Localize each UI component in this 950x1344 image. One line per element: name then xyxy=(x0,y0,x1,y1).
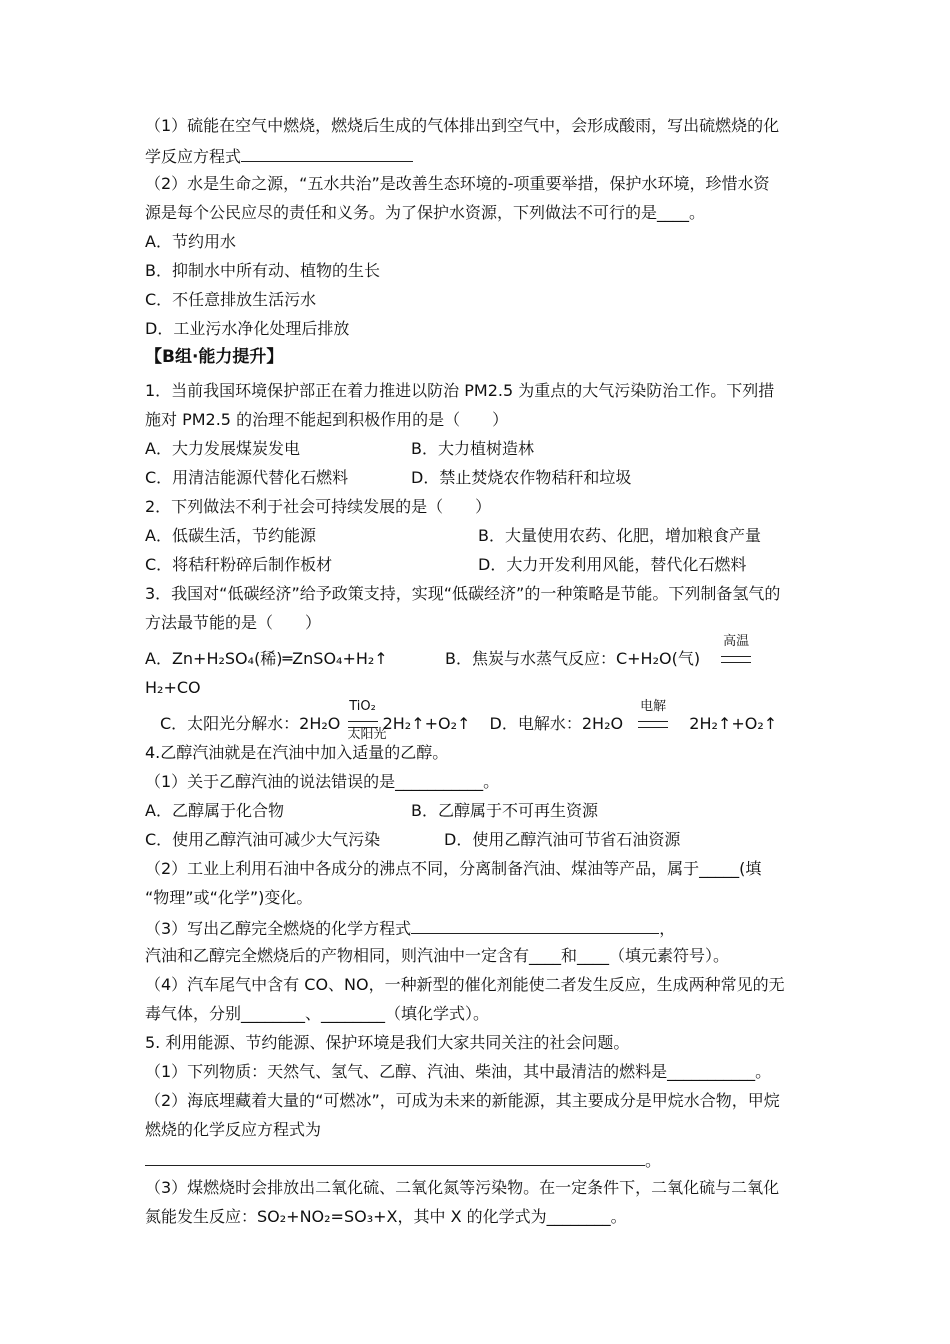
b-q4-option-c: C．使用乙醇汽油可减少大气污染 xyxy=(145,830,381,849)
b-q2-line1: 2．下列做法不利于社会可持续发展的是（ ） xyxy=(145,497,492,516)
b-q3-options-row1 xyxy=(145,634,750,669)
b-q5-sub3-line1: （3）煤燃烧时会排放出二氧化硫、二氧化氮等污染物。在一定条件下，二氧化硫与二氧化 xyxy=(145,1178,780,1197)
b-q5-sub2-end: 。 xyxy=(645,1151,662,1170)
a-option-a: A．节约用水 xyxy=(145,232,236,251)
b-q2-option-d: D．大力开发利用风能，替代化石燃料 xyxy=(478,555,747,574)
b-q4-sub2-line2: “物理”或“化学”)变化。 xyxy=(145,888,313,907)
b-q2-option-a: A．低碳生活，节约能源 xyxy=(145,526,316,545)
b-q4-sub2-line1: （2）工业上利用石油中各成分的沸点不同，分离制备汽油、煤油等产品，属于_____(填 xyxy=(145,859,762,878)
a-q1-line1: （1）硫能在空气中燃烧，燃烧后生成的气体排出到空气中，会形成酸雨，写出硫燃烧的化 xyxy=(145,116,780,135)
b-q3-option-c-product: 2H₂↑+O₂↑ xyxy=(382,714,471,733)
b-q2-options-row2 xyxy=(145,555,747,575)
condition-label: 电解 xyxy=(640,699,667,714)
reaction-condition xyxy=(347,699,387,742)
b-q4-sub1: （1）关于乙醇汽油的说法错误的是___________。 xyxy=(145,772,500,791)
b-q1-option-a: A．大力发展煤炭发电 xyxy=(145,439,300,458)
b-q1-option-d: D．禁止焚烧农作物秸秆和垃圾 xyxy=(411,468,632,487)
b-q3-options-row2 xyxy=(160,699,778,742)
b-q4-options-row2 xyxy=(145,830,681,850)
b-q1-option-b: B．大力植树造林 xyxy=(411,439,534,458)
b-q5-sub2-line2: 燃烧的化学反应方程式为 xyxy=(145,1120,322,1139)
b-q3-option-a: A．Zn+H₂SO₄(稀)═ZnSO₄+H₂↑ xyxy=(145,649,388,668)
b-q1-option-c: C．用清洁能源代替化石燃料 xyxy=(145,468,349,487)
answer-blank[interactable] xyxy=(241,145,413,162)
b-q4-sub4-line1: （4）汽车尾气中含有 CO、NO，一种新型的催化剂能使二者发生反应，生成两种常见的无 xyxy=(145,975,785,994)
b-q2-option-c: C．将秸秆粉碎后制作板材 xyxy=(145,555,333,574)
b-q3-option-b xyxy=(445,634,751,669)
b-q4-sub3-text: （3）写出乙醇完全燃烧的化学方程式 xyxy=(145,919,412,938)
b-q5-sub2-line1: （2）海底埋藏着大量的“可燃冰”，可成为未来的新能源，其主要成分是甲烷水合物，甲烷 xyxy=(145,1091,780,1110)
b-q3-option-b-product: H₂+CO xyxy=(145,678,201,697)
equals-bars xyxy=(638,721,668,728)
a-option-d: D．工业污水净化处理后排放 xyxy=(145,319,350,338)
condition-label: 高温 xyxy=(723,634,750,649)
b-q5-sub2-line3 xyxy=(145,1149,661,1171)
b-q3-option-c-text: C．太阳光分解水：2H₂O xyxy=(160,714,341,733)
b-q1-options-row2 xyxy=(145,468,632,488)
b-q4-sub4-line2: 毒气体，分别________、________（填化学式）。 xyxy=(145,1004,490,1023)
energy-label: 太阳光 xyxy=(347,727,387,742)
b-q2-options-row1 xyxy=(145,526,761,546)
b-q5-line1: 5. 利用能源、节约能源、保护环境是我们大家共同关注的社会问题。 xyxy=(145,1033,630,1052)
section-heading-b: 【B组·能力提升】 xyxy=(145,347,284,367)
b-q5-sub3-line2: 氮能发生反应：SO₂+NO₂=SO₃+X，其中 X 的化学式为________。 xyxy=(145,1207,627,1226)
b-q3-line2: 方法最节能的是（ ） xyxy=(145,613,322,632)
reaction-condition xyxy=(721,634,751,669)
answer-blank[interactable] xyxy=(145,1149,645,1166)
a-option-c: C．不任意排放生活污水 xyxy=(145,290,317,309)
b-q1-line2: 施对 PM2.5 的治理不能起到积极作用的是（ ） xyxy=(145,410,509,429)
b-q4-option-b: B．乙醇属于不可再生资源 xyxy=(411,801,598,820)
b-q4-sub3-line2: 汽油和乙醇完全燃烧后的产物相同，则汽油中一定含有____和____（填元素符号）。 xyxy=(145,946,730,965)
a-q1-line2-text: 学反应方程式 xyxy=(145,147,242,166)
a-option-b: B．抑制水中所有动、植物的生长 xyxy=(145,261,380,280)
b-q4-options-row1 xyxy=(145,801,598,821)
b-q4-sub3-line1: （3）写出乙醇完全燃烧的化学方程式 ， xyxy=(145,919,676,938)
a-q2-line1: （2）水是生命之源，“五水共治”是改善生态环境的-项重要举措，保护水环境，珍惜水资 xyxy=(145,174,770,193)
b-q1-options-row1 xyxy=(145,439,534,459)
a-q2-line2: 源是每个公民应尽的责任和义务。为了保护水资源，下列做法不可行的是____。 xyxy=(145,203,706,222)
equals-bars xyxy=(721,656,751,663)
b-q3-option-d-product: 2H₂↑+O₂↑ xyxy=(689,714,778,733)
answer-blank[interactable] xyxy=(411,917,659,934)
b-q4-option-d: D．使用乙醇汽油可节省石油资源 xyxy=(444,830,681,849)
catalyst-label: TiO₂ xyxy=(349,699,376,714)
b-q3-option-d-text: D．电解水：2H₂O xyxy=(489,714,624,733)
b-q1-line1: 1．当前我国环境保护部正在着力推进以防治 PM2.5 为重点的大气污染防治工作。下列措 xyxy=(145,381,775,400)
b-q4-line1: 4.乙醇汽油就是在汽油中加入适量的乙醇。 xyxy=(145,743,449,762)
reaction-condition xyxy=(638,699,668,734)
b-q4-option-a: A．乙醇属于化合物 xyxy=(145,801,284,820)
b-q5-sub1: （1）下列物质：天然气、氢气、乙醇、汽油、柴油，其中最清洁的燃料是___________。 xyxy=(145,1062,772,1081)
b-q3-line1: 3．我国对“低碳经济”给予政策支持，实现“低碳经济”的一种策略是节能。下列制备氢气的 xyxy=(145,584,781,603)
b-q3-option-b-text: B．焦炭与水蒸气反应：C+H₂O(气) xyxy=(445,649,701,668)
a-q1-line2 xyxy=(145,145,413,167)
b-q2-option-b: B．大量使用农药、化肥，增加粮食产量 xyxy=(478,526,761,545)
